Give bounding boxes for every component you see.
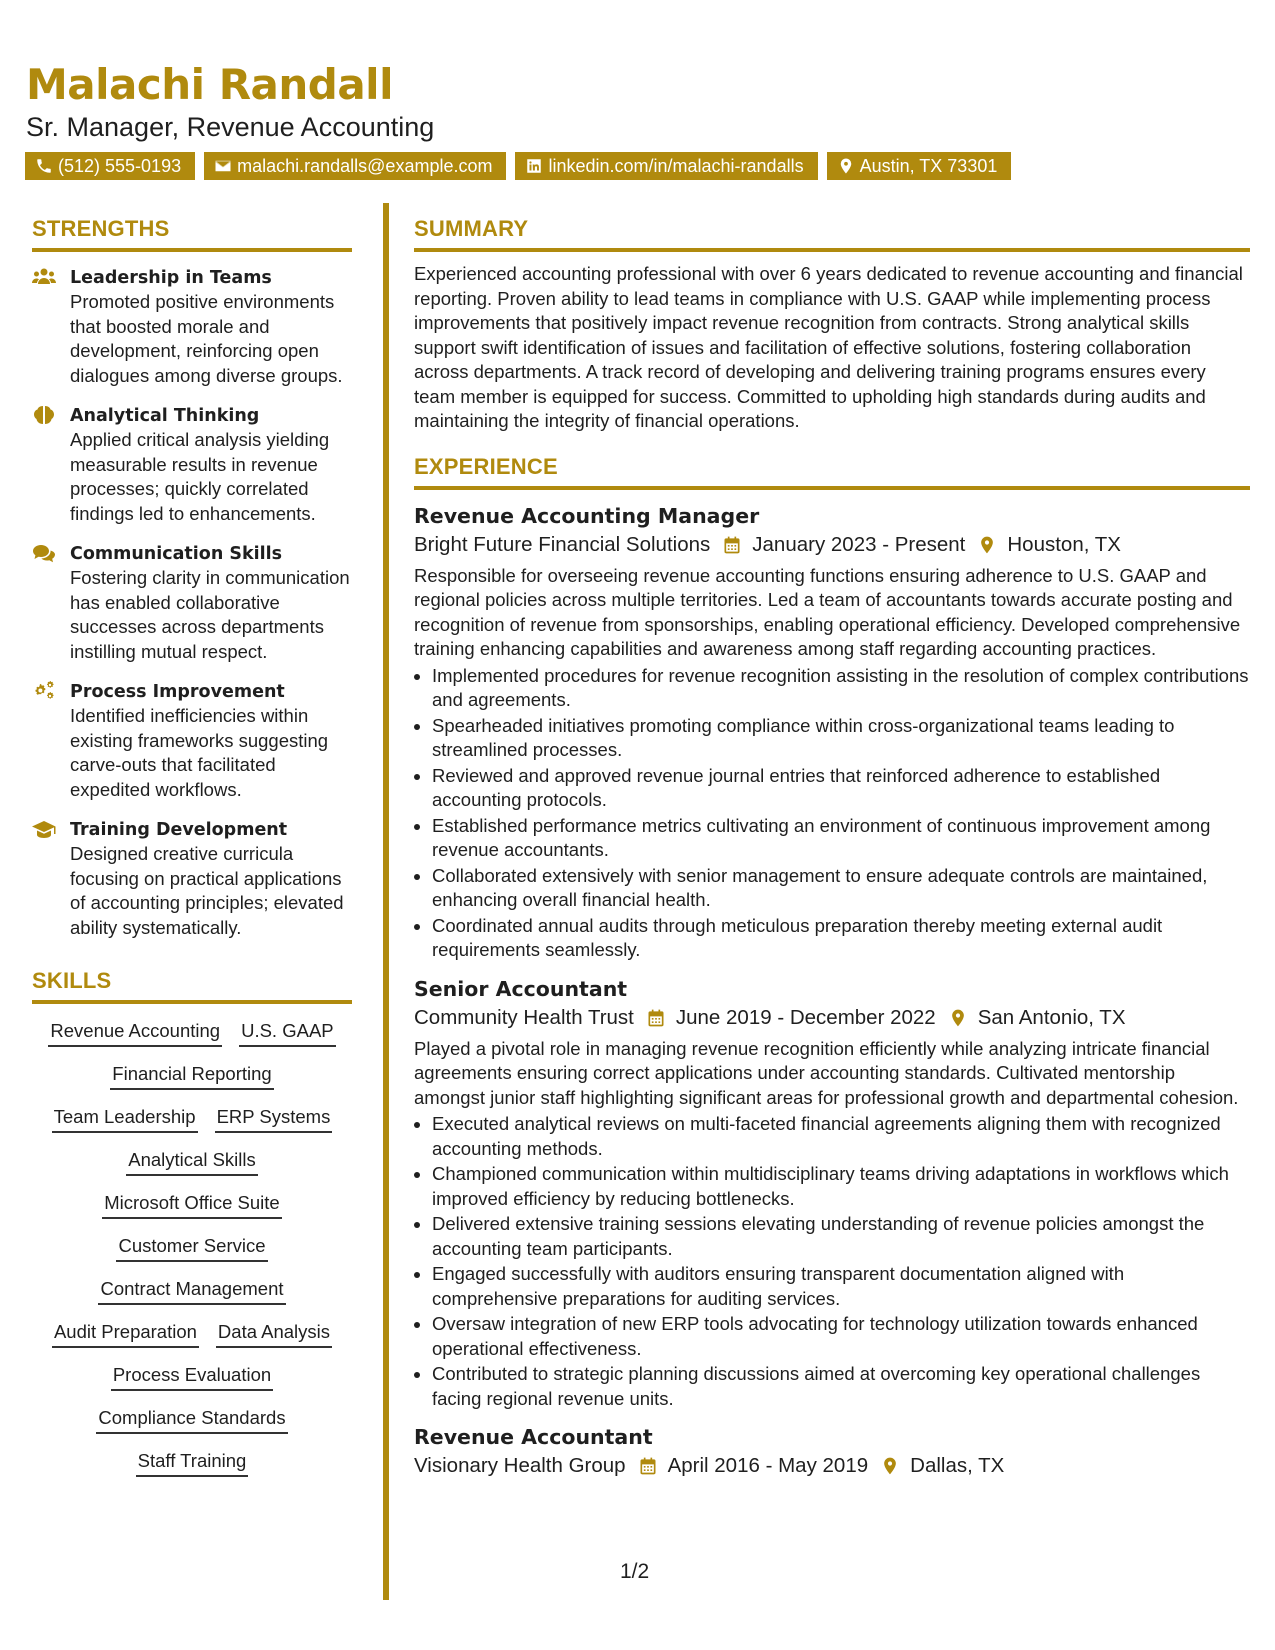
linkedin-icon [525,157,543,175]
skills-list [32,1018,352,1477]
job-location: Dallas, TX [910,1454,1005,1477]
job-bullets [414,1112,1250,1411]
page-number: 1/2 [620,1560,650,1583]
job-bullet: • Reviewed and approved revenue journal entries that reinforced adherence to established accounting protocols. [432,764,1250,813]
contact-email[interactable] [204,152,506,180]
graduation-cap-icon [32,818,56,840]
skill-tag: Staff Training [136,1448,249,1477]
job-bullet: • Engaged successfully with auditors ensuring transparent documentation aligned with comprehensive preparations for auditing services. [432,1262,1250,1311]
skill-tag: Process Evaluation [111,1362,273,1391]
left-column [32,216,352,1477]
job-location: Houston, TX [1007,532,1121,556]
location-pin-icon [948,1008,968,1028]
strength-item [32,404,352,526]
strength-title: Training Development [70,820,288,840]
location-pin-icon [977,535,997,555]
job-company: Bright Future Financial Solutions [414,532,711,556]
job-title: Revenue Accounting Manager [414,503,760,528]
job-entry [414,502,1250,963]
calendar-icon [646,1008,666,1028]
contact-location [827,152,1012,180]
summary-heading: SUMMARY [414,216,1250,252]
skill-tag: Compliance Standards [96,1405,287,1434]
job-bullet: • Executed analytical reviews on multi-faceted financial agreements aligning them with recognized accounting methods. [432,1112,1250,1161]
strength-title: Leadership in Teams [70,268,272,288]
job-bullet: • Spearheaded initiatives promoting compliance within cross-organizational teams leading to streamlined processes. [432,714,1250,763]
strength-title: Communication Skills [70,544,283,564]
right-column [414,216,1250,1485]
phone-icon [35,157,53,175]
job-description: Responsible for overseeing revenue accounting functions ensuring adherence to U.S. GAAP and regional policies across multiple territories. Led a team of accountants towards accurate posting and recognition of revenue from sponsorships, enabling operational efficiency. Developed comprehensive training enhancing capabilities and awareness among staff regarding accounting practices. [414,564,1241,659]
job-bullet: • Delivered extensive training sessions elevating understanding of revenue policies amongst the accounting team participants. [432,1212,1250,1261]
experience-heading: EXPERIENCE [414,454,1250,490]
strength-description: Fostering clarity in communication has enabled collaborative successes across departments instilling mutual respect. [70,567,350,662]
job-entry [414,975,1250,1412]
users-icon [32,266,56,288]
job-description: Played a pivotal role in managing revenue recognition efficiently while analyzing intricate financial agreements ensuring correct applications under accounting standards. Cultivated mentorship amongst junior staff highlighting significant areas for professional growth and departmental cohesion. [414,1037,1239,1108]
strength-title: Analytical Thinking [70,406,260,426]
contact-location-text: Austin, TX 73301 [859,156,998,176]
strengths-heading: STRENGTHS [32,216,352,252]
job-bullet: • Contributed to strategic planning discussions aimed at overcoming key operational challenges facing regional revenue units. [432,1362,1250,1411]
skill-tag: Data Analysis [216,1319,332,1348]
calendar-icon [722,535,742,555]
skill-tag: Revenue Accounting [48,1018,222,1047]
candidate-role: Sr. Manager, Revenue Accounting [26,112,435,142]
strength-description: Identified inefficiencies within existing frameworks suggesting carve-outs that facilitated expedited workflows. [70,705,329,800]
brain-icon [32,404,56,426]
contact-email-text: malachi.randalls@example.com [237,156,493,176]
job-meta [414,1003,1250,1033]
job-dates: January 2023 - Present [752,532,966,556]
skill-tag: Financial Reporting [110,1061,273,1090]
skill-tag: Customer Service [116,1233,267,1262]
contact-linkedin-text: linkedin.com/in/malachi-randalls [548,156,804,176]
strength-item [32,818,352,940]
job-title: Revenue Accountant [414,1425,653,1449]
job-bullets [414,664,1250,963]
skill-tag: ERP Systems [215,1104,333,1133]
job-company: Community Health Trust [414,1005,634,1029]
job-bullet: • Coordinated annual audits through meticulous preparation thereby meeting external audit requirements seamlessly. [432,914,1250,963]
location-pin-icon [880,1456,900,1476]
skill-tag: U.S. GAAP [239,1018,336,1047]
job-dates: June 2019 - December 2022 [675,1005,936,1029]
skill-tag: Audit Preparation [52,1319,199,1348]
gears-icon [32,680,56,702]
strength-item [32,266,352,388]
skill-tag: Microsoft Office Suite [102,1190,281,1219]
contact-bar [25,152,1011,180]
job-bullet: • Championed communication within multidisciplinary teams driving adaptations in workflows which improved efficiency by reducing bottlenecks. [432,1162,1250,1211]
job-meta [414,1451,1250,1481]
skills-heading: SKILLS [32,968,352,1004]
strengths-list [32,266,352,940]
job-location: San Antonio, TX [977,1005,1126,1029]
candidate-name: Malachi Randall [26,60,393,109]
strength-item [32,680,352,802]
strength-item [32,542,352,664]
strength-description: Promoted positive environments that boosted morale and development, reinforcing open dialogues among diverse groups. [70,291,343,386]
strength-description: Applied critical analysis yielding measurable results in revenue processes; quickly correlated findings led to enhancements. [70,429,330,524]
location-pin-icon [837,157,855,175]
job-dates: April 2016 - May 2019 [667,1454,869,1477]
skill-tag: Contract Management [98,1276,285,1305]
job-bullet: • Oversaw integration of new ERP tools advocating for technology utilization towards enhanced operational effectiveness. [432,1312,1250,1361]
job-title: Senior Accountant [414,976,628,1001]
job-bullet: • Established performance metrics cultivating an environment of continuous improvement among revenue accountants. [432,814,1250,863]
contact-phone[interactable] [25,152,195,180]
envelope-icon [214,157,232,175]
strength-title: Process Improvement [70,682,285,702]
contact-linkedin[interactable] [515,152,817,180]
contact-phone-text: (512) 555-0193 [58,156,182,176]
column-divider [383,203,389,1600]
job-bullet: • Implemented procedures for revenue recognition assisting in the resolution of complex contributions and agreements. [432,664,1250,713]
job-meta [414,530,1250,560]
calendar-icon [638,1456,658,1476]
strength-description: Designed creative curricula focusing on practical applications of accounting principles; elevated ability systematically. [70,843,344,938]
skill-tag: Analytical Skills [126,1147,258,1176]
job-entry [414,1423,1250,1481]
skill-tag: Team Leadership [52,1104,198,1133]
summary-text: Experienced accounting professional with over 6 years dedicated to revenue accounting and financial reporting. Proven ability to lead teams in compliance with U.S. GAAP while implementing process improvements that positively impact revenue recognition from contracts. Strong analytical skills support swift identification of issues and facilitation of effective solutions, fostering collaboration across departments. A track record of developing and delivering training programs ensures every team member is equipped for success. Committed to upholding high standards during audits and maintaining the integrity of financial operations. [414,263,1243,431]
job-bullet: • Collaborated extensively with senior management to ensure adequate controls are maintained, enhancing overall financial health. [432,864,1250,913]
comments-icon [32,542,56,564]
job-company: Visionary Health Group [414,1454,626,1477]
